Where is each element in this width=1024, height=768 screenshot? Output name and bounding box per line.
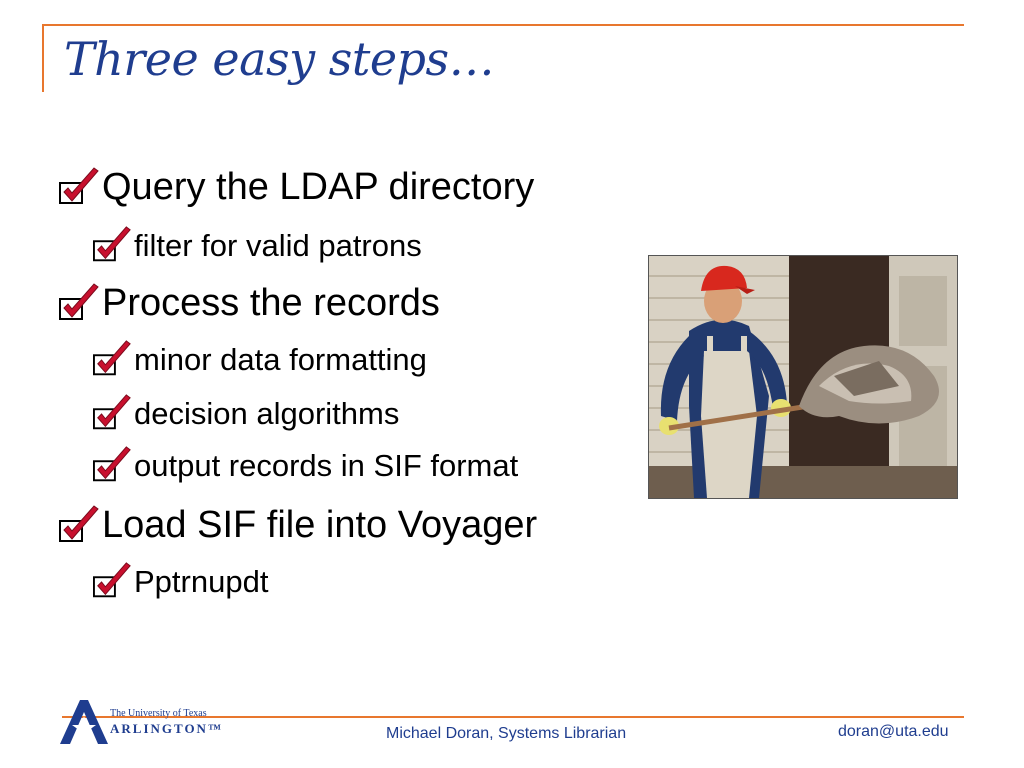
bullet-item	[92, 446, 518, 486]
title-left-rule	[42, 24, 44, 92]
bullet-item	[92, 394, 399, 434]
bullet-item	[58, 504, 537, 547]
bullet-item	[92, 340, 427, 380]
star-a-logo-icon	[58, 698, 110, 746]
slide-title: Three easy steps…	[64, 32, 495, 86]
footer-email: doran@uta.edu	[838, 723, 949, 740]
checkbox-check-icon	[92, 446, 134, 486]
checkbox-check-icon	[92, 226, 134, 266]
bullet-item	[58, 166, 534, 209]
uta-logo	[58, 698, 223, 746]
bullet-item	[58, 282, 440, 325]
logo-university-text: The University of Texas	[110, 708, 207, 719]
checkbox-check-icon	[58, 283, 102, 325]
bullet-text: Load SIF file into Voyager	[102, 504, 538, 546]
checkbox-check-icon	[92, 394, 134, 434]
bullet-text: filter for valid patrons	[134, 228, 422, 263]
logo-arlington-text: ARLINGTON™	[110, 721, 223, 736]
checkbox-check-icon	[58, 167, 102, 209]
worker-photo-image	[649, 256, 957, 498]
bullet-text: Query the LDAP directory	[102, 166, 535, 208]
bullet-text: output records in SIF format	[134, 448, 519, 483]
checkbox-check-icon	[58, 505, 102, 547]
top-rule	[42, 24, 964, 26]
footer-presenter: Michael Doran, Systems Librarian	[386, 725, 627, 742]
checkbox-check-icon	[92, 562, 134, 602]
bullet-text: minor data formatting	[134, 342, 427, 377]
bullet-text: Process the records	[102, 282, 440, 324]
bullet-item	[92, 226, 422, 266]
photo-worker-shoveling	[648, 255, 958, 499]
bullet-text: decision algorithms	[134, 396, 400, 431]
bullet-item	[92, 562, 268, 602]
bullet-text: Pptrnupdt	[134, 564, 269, 599]
checkbox-check-icon	[92, 340, 134, 380]
